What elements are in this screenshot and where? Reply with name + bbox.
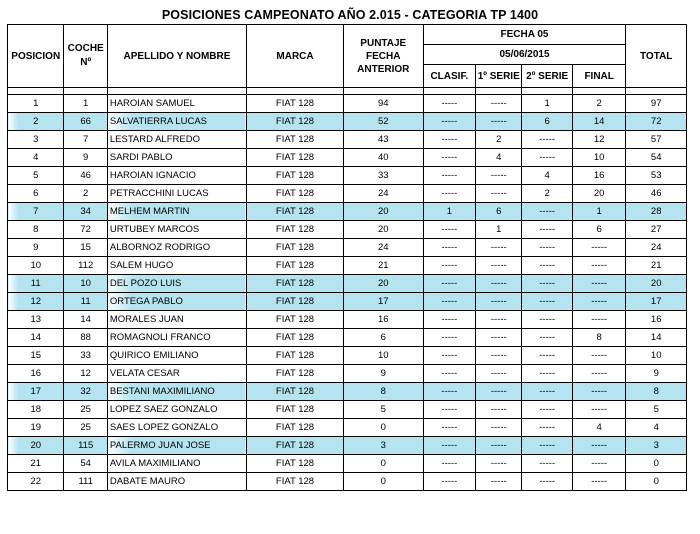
cell-puntaje-anterior: 0: [343, 455, 423, 473]
cell-coche: 72: [64, 221, 107, 239]
cell-serie2: -----: [522, 257, 572, 275]
cell-coche: 111: [64, 473, 107, 491]
cell-final: -----: [572, 311, 626, 329]
cell-serie2: -----: [522, 203, 572, 221]
cell-nombre: PALERMO JUAN JOSE: [107, 437, 246, 455]
cell-serie1: 1: [476, 221, 522, 239]
table-row: [8, 383, 687, 401]
cell-posicion: 14: [8, 329, 64, 347]
cell-marca: FIAT 128: [247, 455, 344, 473]
cell-clasif: -----: [423, 473, 475, 491]
cell-clasif: -----: [423, 185, 475, 203]
cell-final: 16: [572, 167, 626, 185]
cell-final: 12: [572, 131, 626, 149]
cell-nombre: ALBORNOZ RODRIGO: [107, 239, 246, 257]
standings-table: [7, 24, 687, 491]
cell-clasif: -----: [423, 293, 475, 311]
cell-coche: 25: [64, 419, 107, 437]
cell-nombre: LESTARD ALFREDO: [107, 131, 246, 149]
table-row: [8, 167, 687, 185]
cell-serie1: -----: [476, 185, 522, 203]
cell-puntaje-anterior: 3: [343, 437, 423, 455]
table-row: [8, 401, 687, 419]
header-serie1: 1º SERIE: [476, 65, 522, 88]
cell-marca: FIAT 128: [247, 203, 344, 221]
cell-coche: 46: [64, 167, 107, 185]
cell-clasif: -----: [423, 347, 475, 365]
cell-puntaje-anterior: 17: [343, 293, 423, 311]
cell-coche: 32: [64, 383, 107, 401]
cell-coche: 10: [64, 275, 107, 293]
cell-puntaje-anterior: 52: [343, 113, 423, 131]
cell-serie1: -----: [476, 419, 522, 437]
cell-posicion: 16: [8, 365, 64, 383]
cell-nombre: PETRACCHINI LUCAS: [107, 185, 246, 203]
cell-final: -----: [572, 383, 626, 401]
cell-nombre: URTUBEY MARCOS: [107, 221, 246, 239]
cell-posicion: 2: [8, 113, 64, 131]
cell-puntaje-anterior: 33: [343, 167, 423, 185]
cell-nombre: HAROIAN IGNACIO: [107, 167, 246, 185]
cell-clasif: -----: [423, 419, 475, 437]
cell-serie2: -----: [522, 131, 572, 149]
cell-puntaje-anterior: 0: [343, 473, 423, 491]
header-coche: COCHE Nº: [64, 25, 107, 88]
header-puntaje-anterior: PUNTAJE FECHA ANTERIOR: [343, 25, 423, 88]
cell-total: 3: [626, 437, 687, 455]
cell-total: 17: [626, 293, 687, 311]
cell-final: -----: [572, 401, 626, 419]
cell-total: 0: [626, 455, 687, 473]
cell-nombre: DABATE MAURO: [107, 473, 246, 491]
cell-final: -----: [572, 239, 626, 257]
table-row: [8, 257, 687, 275]
cell-clasif: -----: [423, 311, 475, 329]
cell-serie1: -----: [476, 401, 522, 419]
cell-serie2: -----: [522, 347, 572, 365]
table-row: [8, 185, 687, 203]
cell-serie2: 4: [522, 167, 572, 185]
cell-posicion: 7: [8, 203, 64, 221]
cell-marca: FIAT 128: [247, 311, 344, 329]
header-marca: MARCA: [247, 25, 344, 88]
cell-total: 72: [626, 113, 687, 131]
cell-serie1: -----: [476, 437, 522, 455]
cell-clasif: -----: [423, 239, 475, 257]
cell-coche: 14: [64, 311, 107, 329]
cell-coche: 11: [64, 293, 107, 311]
cell-serie2: -----: [522, 455, 572, 473]
cell-puntaje-anterior: 20: [343, 203, 423, 221]
header-fecha-date: 05/06/2015: [423, 45, 626, 65]
table-row: [8, 275, 687, 293]
cell-serie2: 2: [522, 185, 572, 203]
cell-serie2: -----: [522, 365, 572, 383]
cell-posicion: 3: [8, 131, 64, 149]
cell-nombre: QUIRICO EMILIANO: [107, 347, 246, 365]
cell-posicion: 22: [8, 473, 64, 491]
header-final: FINAL: [572, 65, 626, 88]
cell-posicion: 17: [8, 383, 64, 401]
cell-clasif: -----: [423, 257, 475, 275]
cell-coche: 115: [64, 437, 107, 455]
cell-puntaje-anterior: 40: [343, 149, 423, 167]
cell-total: 14: [626, 329, 687, 347]
table-row: [8, 239, 687, 257]
cell-marca: FIAT 128: [247, 275, 344, 293]
cell-clasif: -----: [423, 275, 475, 293]
cell-coche: 9: [64, 149, 107, 167]
cell-marca: FIAT 128: [247, 149, 344, 167]
cell-marca: FIAT 128: [247, 383, 344, 401]
cell-serie1: -----: [476, 347, 522, 365]
table-row: [8, 347, 687, 365]
cell-serie2: -----: [522, 311, 572, 329]
table-row: [8, 149, 687, 167]
cell-posicion: 15: [8, 347, 64, 365]
cell-nombre: VELATA CESAR: [107, 365, 246, 383]
cell-serie1: 4: [476, 149, 522, 167]
table-row: [8, 221, 687, 239]
cell-posicion: 10: [8, 257, 64, 275]
cell-marca: FIAT 128: [247, 257, 344, 275]
cell-coche: 54: [64, 455, 107, 473]
cell-total: 21: [626, 257, 687, 275]
cell-nombre: DEL POZO LUIS: [107, 275, 246, 293]
cell-puntaje-anterior: 24: [343, 239, 423, 257]
cell-nombre: MELHEM MARTIN: [107, 203, 246, 221]
cell-marca: FIAT 128: [247, 401, 344, 419]
cell-coche: 88: [64, 329, 107, 347]
cell-final: 14: [572, 113, 626, 131]
cell-serie2: -----: [522, 401, 572, 419]
cell-final: 20: [572, 185, 626, 203]
cell-posicion: 6: [8, 185, 64, 203]
cell-serie2: -----: [522, 149, 572, 167]
cell-nombre: ORTEGA PABLO: [107, 293, 246, 311]
cell-serie2: -----: [522, 275, 572, 293]
cell-puntaje-anterior: 24: [343, 185, 423, 203]
cell-puntaje-anterior: 6: [343, 329, 423, 347]
table-row: [8, 329, 687, 347]
cell-coche: 7: [64, 131, 107, 149]
header-posicion: POSICION: [8, 25, 64, 88]
cell-total: 97: [626, 95, 687, 113]
cell-marca: FIAT 128: [247, 293, 344, 311]
cell-serie1: -----: [476, 167, 522, 185]
table-row: [8, 203, 687, 221]
cell-serie1: -----: [476, 257, 522, 275]
cell-posicion: 5: [8, 167, 64, 185]
cell-serie2: -----: [522, 473, 572, 491]
cell-marca: FIAT 128: [247, 365, 344, 383]
cell-nombre: SARDI PABLO: [107, 149, 246, 167]
cell-serie2: 6: [522, 113, 572, 131]
cell-final: -----: [572, 257, 626, 275]
cell-marca: FIAT 128: [247, 437, 344, 455]
cell-serie2: -----: [522, 383, 572, 401]
cell-total: 9: [626, 365, 687, 383]
cell-coche: 2: [64, 185, 107, 203]
cell-total: 24: [626, 239, 687, 257]
cell-clasif: 1: [423, 203, 475, 221]
table-row: [8, 365, 687, 383]
header-fecha: FECHA 05: [423, 25, 626, 45]
cell-total: 5: [626, 401, 687, 419]
table-row: [8, 131, 687, 149]
table-row: [8, 419, 687, 437]
cell-clasif: -----: [423, 149, 475, 167]
cell-final: 1: [572, 203, 626, 221]
cell-serie1: -----: [476, 455, 522, 473]
cell-total: 20: [626, 275, 687, 293]
cell-marca: FIAT 128: [247, 131, 344, 149]
cell-total: 4: [626, 419, 687, 437]
cell-serie1: -----: [476, 311, 522, 329]
header-serie2: 2º SERIE: [522, 65, 572, 88]
cell-marca: FIAT 128: [247, 329, 344, 347]
cell-marca: FIAT 128: [247, 185, 344, 203]
cell-total: 54: [626, 149, 687, 167]
cell-nombre: HAROIAN SAMUEL: [107, 95, 246, 113]
cell-nombre: SALEM HUGO: [107, 257, 246, 275]
cell-coche: 12: [64, 365, 107, 383]
cell-serie1: -----: [476, 239, 522, 257]
cell-clasif: -----: [423, 221, 475, 239]
cell-serie2: -----: [522, 329, 572, 347]
cell-final: -----: [572, 437, 626, 455]
table-row: [8, 473, 687, 491]
cell-total: 53: [626, 167, 687, 185]
cell-final: -----: [572, 365, 626, 383]
cell-clasif: -----: [423, 113, 475, 131]
cell-posicion: 11: [8, 275, 64, 293]
cell-total: 27: [626, 221, 687, 239]
cell-nombre: BESTANI MAXIMILIANO: [107, 383, 246, 401]
cell-posicion: 20: [8, 437, 64, 455]
cell-marca: FIAT 128: [247, 419, 344, 437]
cell-puntaje-anterior: 0: [343, 419, 423, 437]
table-row: [8, 455, 687, 473]
header-clasif: CLASIF.: [423, 65, 475, 88]
cell-puntaje-anterior: 8: [343, 383, 423, 401]
cell-serie2: -----: [522, 437, 572, 455]
cell-puntaje-anterior: 20: [343, 275, 423, 293]
cell-coche: 33: [64, 347, 107, 365]
cell-marca: FIAT 128: [247, 347, 344, 365]
cell-final: 6: [572, 221, 626, 239]
cell-puntaje-anterior: 16: [343, 311, 423, 329]
table-row: [8, 437, 687, 455]
cell-clasif: -----: [423, 437, 475, 455]
header-nombre: APELLIDO Y NOMBRE: [107, 25, 246, 88]
cell-nombre: SALVATIERRA LUCAS: [107, 113, 246, 131]
cell-posicion: 4: [8, 149, 64, 167]
cell-final: 10: [572, 149, 626, 167]
cell-serie2: -----: [522, 221, 572, 239]
cell-puntaje-anterior: 5: [343, 401, 423, 419]
cell-serie1: -----: [476, 113, 522, 131]
cell-coche: 34: [64, 203, 107, 221]
cell-nombre: LOPEZ SAEZ GONZALO: [107, 401, 246, 419]
cell-nombre: MORALES JUAN: [107, 311, 246, 329]
cell-coche: 15: [64, 239, 107, 257]
cell-serie1: -----: [476, 275, 522, 293]
cell-serie1: -----: [476, 329, 522, 347]
cell-marca: FIAT 128: [247, 95, 344, 113]
cell-total: 28: [626, 203, 687, 221]
cell-nombre: SAES LOPEZ GONZALO: [107, 419, 246, 437]
page-title: POSICIONES CAMPEONATO AÑO 2.015 - CATEGORIA TP 1400: [161, 8, 539, 22]
cell-clasif: -----: [423, 455, 475, 473]
cell-total: 8: [626, 383, 687, 401]
cell-serie1: 2: [476, 131, 522, 149]
cell-serie2: -----: [522, 239, 572, 257]
cell-clasif: -----: [423, 329, 475, 347]
cell-serie1: -----: [476, 473, 522, 491]
cell-total: 16: [626, 311, 687, 329]
cell-final: -----: [572, 473, 626, 491]
cell-puntaje-anterior: 94: [343, 95, 423, 113]
cell-puntaje-anterior: 43: [343, 131, 423, 149]
cell-serie1: -----: [476, 383, 522, 401]
cell-posicion: 13: [8, 311, 64, 329]
cell-marca: FIAT 128: [247, 221, 344, 239]
cell-serie2: 1: [522, 95, 572, 113]
cell-puntaje-anterior: 9: [343, 365, 423, 383]
cell-total: 0: [626, 473, 687, 491]
cell-marca: FIAT 128: [247, 239, 344, 257]
cell-posicion: 9: [8, 239, 64, 257]
header-total: TOTAL: [626, 25, 687, 88]
cell-clasif: -----: [423, 365, 475, 383]
cell-clasif: -----: [423, 383, 475, 401]
cell-marca: FIAT 128: [247, 113, 344, 131]
cell-total: 57: [626, 131, 687, 149]
cell-serie2: -----: [522, 293, 572, 311]
cell-final: 8: [572, 329, 626, 347]
cell-serie1: -----: [476, 293, 522, 311]
cell-serie2: -----: [522, 419, 572, 437]
table-row: [8, 95, 687, 113]
table-row: [8, 293, 687, 311]
cell-posicion: 8: [8, 221, 64, 239]
cell-coche: 25: [64, 401, 107, 419]
cell-marca: FIAT 128: [247, 167, 344, 185]
cell-posicion: 12: [8, 293, 64, 311]
cell-final: -----: [572, 293, 626, 311]
cell-total: 10: [626, 347, 687, 365]
cell-final: -----: [572, 455, 626, 473]
cell-serie1: -----: [476, 365, 522, 383]
cell-posicion: 1: [8, 95, 64, 113]
cell-serie1: 6: [476, 203, 522, 221]
cell-posicion: 21: [8, 455, 64, 473]
cell-coche: 112: [64, 257, 107, 275]
cell-final: 4: [572, 419, 626, 437]
cell-nombre: AVILA MAXIMILIANO: [107, 455, 246, 473]
cell-clasif: -----: [423, 95, 475, 113]
cell-final: 2: [572, 95, 626, 113]
cell-posicion: 19: [8, 419, 64, 437]
cell-clasif: -----: [423, 167, 475, 185]
cell-marca: FIAT 128: [247, 473, 344, 491]
cell-nombre: ROMAGNOLI FRANCO: [107, 329, 246, 347]
table-row: [8, 311, 687, 329]
cell-clasif: -----: [423, 401, 475, 419]
cell-puntaje-anterior: 21: [343, 257, 423, 275]
cell-puntaje-anterior: 10: [343, 347, 423, 365]
cell-final: -----: [572, 347, 626, 365]
cell-puntaje-anterior: 20: [343, 221, 423, 239]
cell-serie1: -----: [476, 95, 522, 113]
cell-clasif: -----: [423, 131, 475, 149]
cell-coche: 1: [64, 95, 107, 113]
cell-coche: 66: [64, 113, 107, 131]
cell-total: 46: [626, 185, 687, 203]
cell-posicion: 18: [8, 401, 64, 419]
table-row: [8, 113, 687, 131]
cell-final: -----: [572, 275, 626, 293]
